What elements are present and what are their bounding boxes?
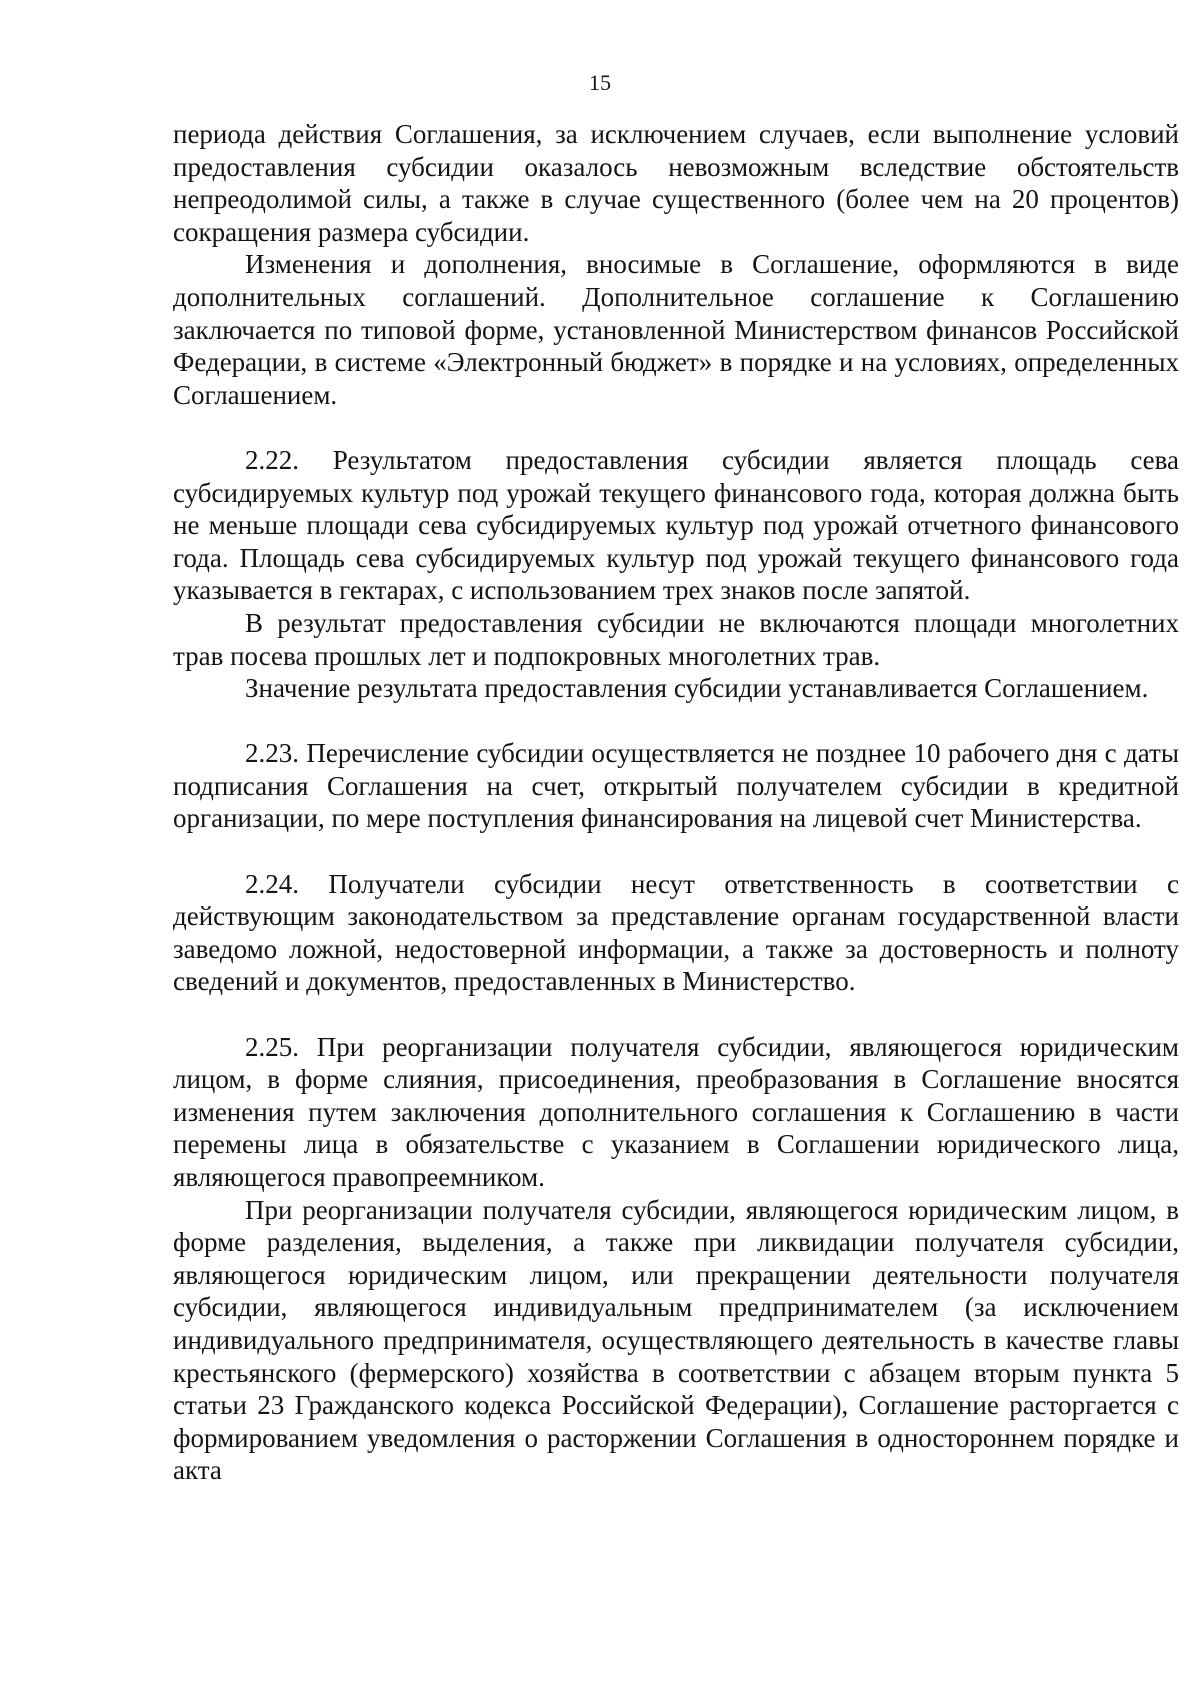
document-body bbox=[173, 118, 1179, 1487]
paragraph-2-23: 2.23. Перечисление субсидии осуществляется не позднее 10 рабочего дня с даты подписания Соглашения на счет, открытый получателем субсидии в кредитной организации, по мере поступления финансирования на лицевой счет Министерства. bbox=[173, 738, 1179, 834]
paragraph-amendments: Изменения и дополнения, вносимые в Соглашение, оформляются в виде дополнительных соглашений. Дополнительное соглашение к Соглашению заключается по типовой форме, установленной Министерством финансов Российской Федерации, в системе «Электронный бюджет» в порядке и на условиях, определенных Соглашением. bbox=[173, 249, 1179, 410]
paragraph-reorganization-termination: При реорганизации получателя субсидии, являющегося юридическим лицом, в форме разделения, выделения, а также при ликвидации получателя субсидии, являющегося юридическим лицом, или прекращении деятельности получателя субсидии, являющегося индивидуальным предпринимателем (за исключением индивидуального предпринимателя, осуществляющего деятельность в качестве главы крестьянского (фермерского) хозяйства в соответствии с абзацем вторым пункта 5 статьи 23 Гражданского кодекса Российской Федерации), Соглашение расторгается с формированием уведомления о расторжении Соглашения в одностороннем порядке и акта bbox=[173, 1194, 1179, 1486]
paragraph-excluded-areas: В результат предоставления субсидии не включаются площади многолетних трав посева прошлых лет и подпокровных многолетних трав. bbox=[173, 607, 1179, 671]
paragraph-2-24: 2.24. Получатели субсидии несут ответственность в соответствии с действующим законодательством за представление органам государственной власти заведомо ложной, недостоверной информации, а также за достоверность и полноту сведений и документов, предоставленных в Министерство. bbox=[173, 868, 1179, 997]
paragraph-result-value: Значение результата предоставления субсидии устанавливается Соглашением. bbox=[245, 673, 1149, 704]
page-number: 15 bbox=[589, 70, 611, 95]
paragraph-continuation: периода действия Соглашения, за исключением случаев, если выполнение условий предоставления субсидии оказалось невозможным вследствие обстоятельств непреодолимой силы, а также в случае существенного (более чем на 20 процентов) сокращения размера субсидии. bbox=[173, 119, 1179, 247]
paragraph-2-25: 2.25. При реорганизации получателя субсидии, являющегося юридическим лицом, в форме слияния, присоединения, преобразования в Соглашение вносятся изменения путем заключения дополнительного соглашения к Соглашению в части перемены лица в обязательстве с указанием в Соглашении юридического лица, являющегося правопреемником. bbox=[173, 1031, 1179, 1192]
paragraph-2-22: 2.22. Результатом предоставления субсидии является площадь сева субсидируемых культур под урожай текущего финансового года, которая должна быть не меньше площади сева субсидируемых культур под урожай отчетного финансового года. Площадь сева субсидируемых культур под урожай текущего финансового года указывается в гектарах, с использованием трех знаков после запятой. bbox=[173, 444, 1179, 606]
